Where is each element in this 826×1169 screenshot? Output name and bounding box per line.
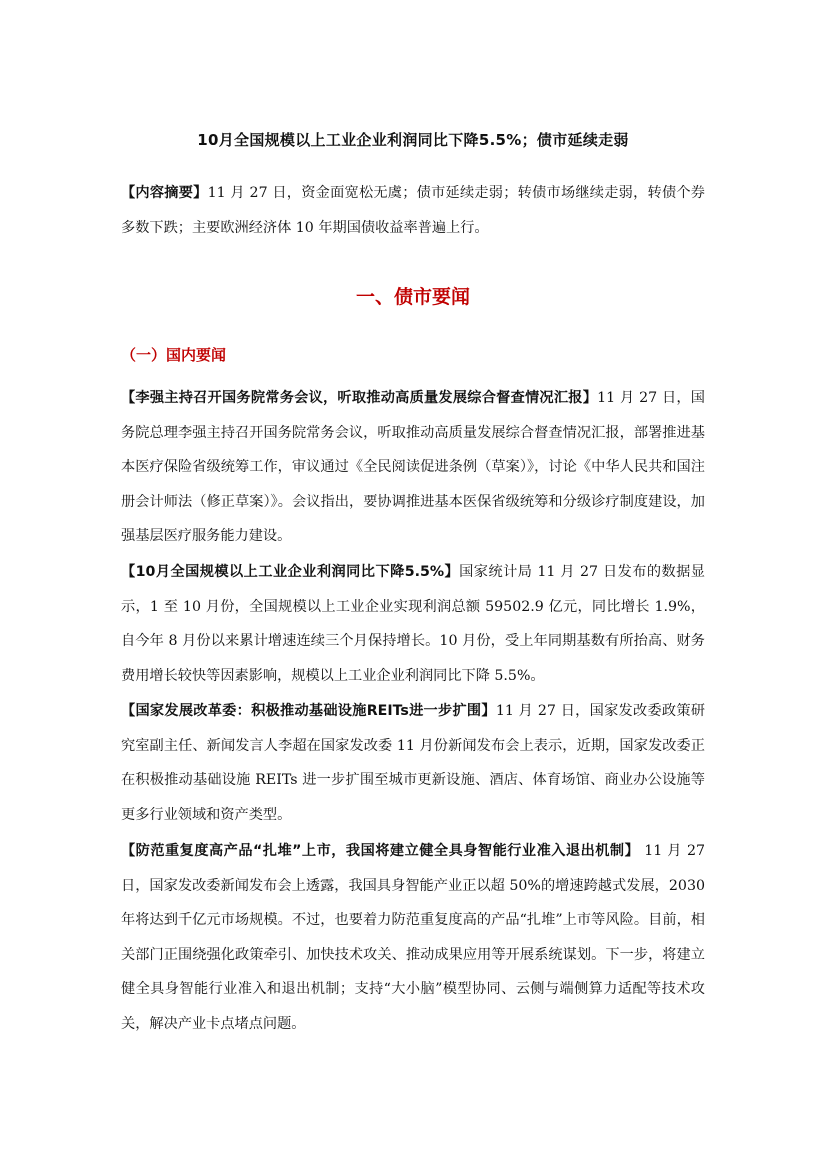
summary-text: 11 月 27 日，资金面宽松无虞；债市延续走弱；转债市场继续走弱，转债个券多数下跌；主要欧洲经济体 10 年期国债收益率普遍上行。 — [121, 185, 705, 236]
summary-label: 【内容摘要】 — [121, 185, 208, 201]
news-body: 11 月 27 日，国家发改委政策研究室副主任、新闻发言人李超在国家发改委 11 月份新闻发布会上表示，近期，国家发改委正在积极推动基础设施 REITs 进一步扩围至城市更新设施、酒店、体育场馆、商业办公设施等更多行业领域和资产类型。 — [121, 703, 706, 823]
news-headline: 【国家发展改革委：积极推动基础设施REITs进一步扩围】 — [121, 703, 496, 719]
section-heading: 一、债市要闻 — [355, 286, 470, 308]
document-title: 10月全国规模以上工业企业利润同比下降5.5%；债市延续走弱 — [197, 131, 629, 149]
news-headline: 【防范重复度高产品“扎堆”上市，我国将建立健全具身智能行业准入退出机制】 — [121, 843, 640, 859]
news-body: 国家统计局 11 月 27 日发布的数据显示，1 至 10 月份，全国规模以上工业企业实现利润总额 59502.9 亿元，同比增长 1.9%，自今年 8 月份以来累计增速连续三个月保持增长。10 月份，受上年同期基数有所抬高、财务费用增长较快等因素影响，规模以上工业企业利润同比下降 5.5%。 — [121, 564, 705, 684]
news-body: 11 月 27 日，国家发改委新闻发布会上透露，我国具身智能产业正以超 50%的增速跨越式发展，2030 年将达到千亿元市场规模。不过，也要着力防范重复度高的产品“扎堆”上市等风险。目前，相关部门正围绕强化政策牵引、加快技术攻关、推动成果应用等开展系统谋划。下一步，将建立健全具身智能行业准入和退出机制；支持“大小脑”模型协同、云侧与端侧算力适配等技术攻关，解决产业卡点堵点问题。 — [121, 843, 706, 1032]
news-body: 11 月 27 日，国务院总理李强主持召开国务院常务会议，听取推动高质量发展综合督查情况汇报，部署推进基本医疗保险省级统筹工作，审议通过《全民阅读促进条例（草案）》，讨论《中华人民共和国注册会计师法（修正草案）》。会议指出，要协调推进基本医保省级统筹和分级诊疗制度建设，加强基层医疗服务能力建设。 — [121, 390, 705, 544]
news-headline: 【李强主持召开国务院常务会议，听取推动高质量发展综合督查情况汇报】 — [121, 390, 598, 406]
news-item — [121, 694, 705, 832]
summary-paragraph — [121, 176, 705, 245]
news-headline: 【10月全国规模以上工业企业利润同比下降5.5%】 — [121, 564, 460, 580]
sub-heading: （一）国内要闻 — [121, 346, 227, 364]
news-item — [121, 834, 705, 1041]
news-item — [121, 555, 705, 693]
news-item — [121, 381, 705, 554]
